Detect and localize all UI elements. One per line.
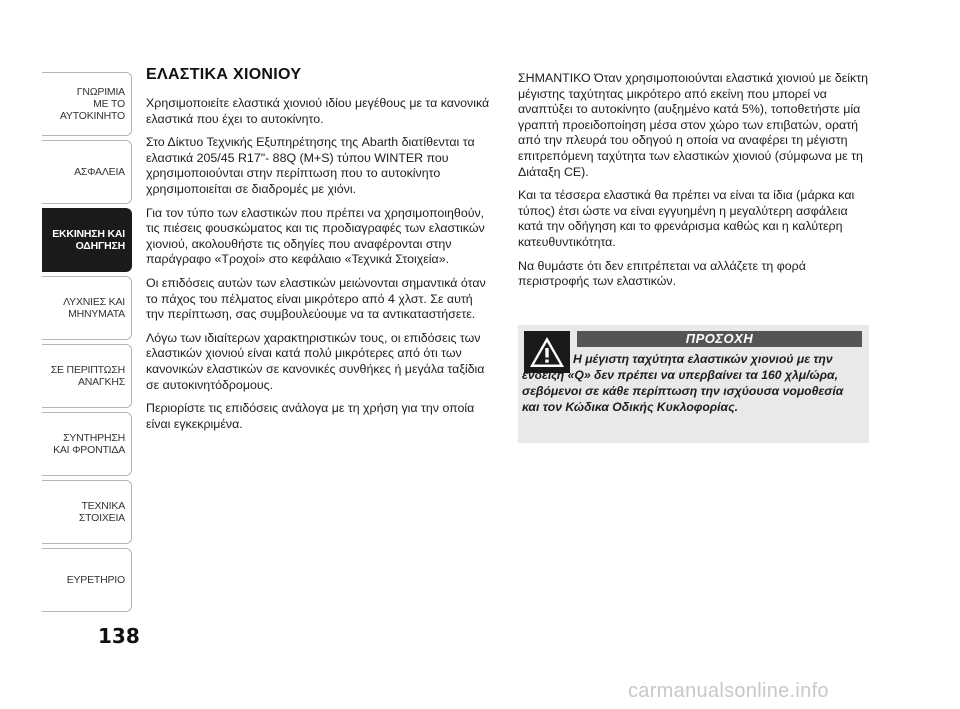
tab-maintenance[interactable]: ΣΥΝΤΗΡΗΣΗ ΚΑΙ ΦΡΟΝΤΙΔΑ [42,412,132,476]
tab-emergency[interactable]: ΣΕ ΠΕΡΙΠΤΩΣΗ ΑΝΑΓΚΗΣ [42,344,132,408]
warning-text: Η μέγιστη ταχύτητα ελαστικών χιονιού με την ένδειξη «Q» δεν πρέπει να υπερβαίνει τα 160 χλμ/ώρα, σεβόμενοι σε κάθε περίπτωση την ισχύουσα νομοθεσία και τον Κώδικα Οδικής Κυκλοφορίας. [522,352,844,414]
right-column [518,71,870,298]
paragraph: Και τα τέσσερα ελαστικά θα πρέπει να είναι τα ίδια (μάρκα και τύπος) έτσι ώστε να είναι εγγυημένη η μεγαλύτερη ασφάλεια κατά την οδήγηση και το φρενάρισμα καθώς και η καλύτερη κατευθυντικότητα. [518,188,855,249]
paragraph: Οι επιδόσεις αυτών των ελαστικών μειώνονται σημαντικά όταν το πάχος του πέλματος είναι μικρότερο από 4 χλστ. Σε αυτή την περίπτωση, σας συμβουλεύουμε να τα αντικαταστήσετε. [146,275,486,322]
paragraph: Για τον τύπο των ελαστικών που πρέπει να χρησιμοποιηθούν, τις πιέσεις φουσκώματος και τις προδιαγραφές των ελαστικών χιονιού, ακολουθήστε τις οδηγίες που αναφέρονται στην παράγραφο «Τροχοί» στο κεφάλαιο «Τεχνικά Στοιχεία». [146,205,485,267]
page-number: 138 [98,624,140,648]
tab-safety[interactable]: ΑΣΦΑΛΕΙΑ [42,140,132,204]
paragraph: Στο Δίκτυο Τεχνικής Εξυπηρέτησης της Abarth διατίθενται τα ελαστικά 205/45 R17"- 88Q (M+S) τύπου WINTER που χρησιμοποιούνται στην περίπτωση που το αυτοκίνητο χρησιμοποιείται σε διαδρομές με χιόνι. [146,135,475,196]
watermark: carmanualsonline.info [628,680,829,702]
tab-index[interactable]: ΕΥΡΕΤΗΡΙΟ [42,548,132,612]
paragraph: Περιορίστε τις επιδόσεις ανάλογα με τη χρήση για την οποία είναι εγκεκριμένα. [146,401,475,431]
paragraph: Να θυμάστε ότι δεν επιτρέπεται να αλλάζετε τη φορά περιστροφής των ελαστικών. [518,258,806,289]
paragraph: Λόγω των ιδιαίτερων χαρακτηριστικών τους, οι επιδόσεις των ελαστικών χιονιού είναι κατά πολύ μικρότερες από ότι των κανονικών ελαστικών σε κανονικές συνθήκες ή μεγάλα ταξίδια σε αυτοκινητόδρομους. [146,330,485,392]
left-column [146,66,491,440]
warning-box [518,325,869,443]
tab-warning-lights[interactable]: ΛΥΧΝΙΕΣ ΚΑΙ ΜΗΝΥΜΑΤΑ [42,276,132,340]
paragraph: ΣΗΜΑΝΤΙΚΟ Όταν χρησιμοποιούνται ελαστικά χιονιού με δείκτη μέγιστης ταχύτητας μικρότερο από εκείνη που μπορεί να αναπτύξει το αυτοκίνητο (αυξημένο κατά 5%), τοποθετήστε μία γραπτή προειδοποίηση μέσα στον χώρο των επιβατών, ορατή από την πλευρά του οδηγού η οποία να αναφέρει τη μέγιστη επιτρεπόμενη ταχύτητα των ελαστικών χιονιού (σύμφωνα με τη Διάταξη CE). [518,71,868,179]
paragraph: Χρησιμοποιείτε ελαστικά χιονιού ιδίου μεγέθους με τα κανονικά ελαστικά που έχει το αυτοκίνητο. [146,96,490,126]
warning-header: ΠΡΟΣΟΧΗ [577,331,862,347]
tab-getting-to-know[interactable]: ΓΝΩΡΙΜΙΑ ΜΕ ΤΟ ΑΥΤΟΚΙΝΗΤΟ [42,72,132,136]
tab-technical-data[interactable]: ΤΕΧΝΙΚΑ ΣΤΟΙΧΕΙΑ [42,480,132,544]
section-heading: ΕΛΑΣΤΙΚΑ ΧΙΟΝΙΟΥ [146,66,302,83]
tab-starting-driving[interactable]: ΕΚΚΙΝΗΣΗ ΚΑΙ ΟΔΗΓΗΣΗ [42,208,132,272]
